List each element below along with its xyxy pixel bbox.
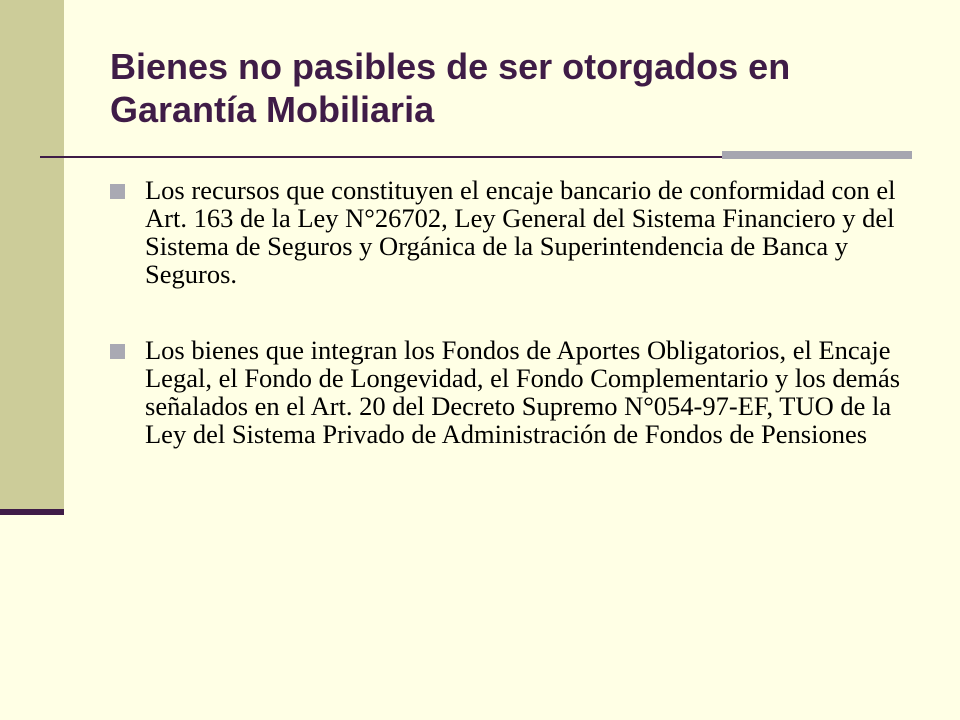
square-bullet-icon: [110, 344, 125, 359]
side-decoration-bar: [0, 0, 64, 512]
bullet-item-encaje-bancario: [108, 176, 908, 288]
bullet-item-fondos-pensiones: [108, 336, 908, 448]
title-divider-accent: [722, 151, 912, 159]
side-bar-underline: [0, 509, 64, 515]
bullet-text: Los recursos que constituyen el encaje bancario de conformidad con el Art. 163 de la Ley N°26702, Ley General del Sistema Financiero y del Sistema de Seguros y Orgánica de la Superintendencia de Banca y Seguros.: [145, 175, 896, 289]
square-bullet-icon: [110, 184, 125, 199]
slide-title: Bienes no pasibles de ser otorgados en Garantía Mobiliaria: [110, 46, 791, 130]
bullet-list: [108, 176, 908, 448]
bullet-text: Los bienes que integran los Fondos de Aportes Obligatorios, el Encaje Legal, el Fondo de Longevidad, el Fondo Complementario y los demás señalados en el Art. 20 del Decreto Supremo N°054-97-EF, TUO de la Ley del Sistema Privado de Administración de Fondos de Pensiones: [145, 335, 901, 449]
